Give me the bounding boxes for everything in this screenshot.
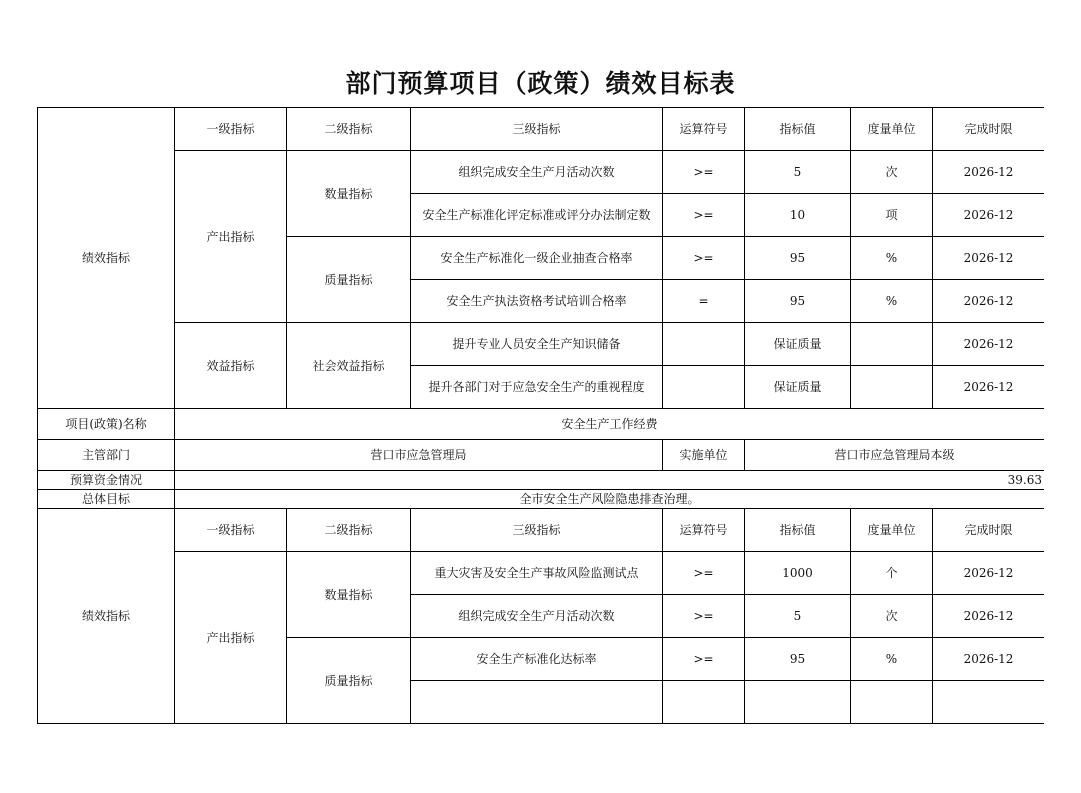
performance-table-container — [37, 107, 1044, 793]
header-value: 指标值 — [745, 108, 851, 151]
deadline-cell: 2026-12 — [933, 323, 1045, 366]
value-cell: 5 — [745, 595, 851, 638]
value-cell: 95 — [745, 280, 851, 323]
indicator-name: 安全生产标准化评定标准或评分办法制定数 — [411, 194, 663, 237]
indicator-name: 组织完成安全生产月活动次数 — [411, 595, 663, 638]
operator-cell: >= — [663, 151, 745, 194]
header-unit: 度量单位 — [851, 108, 933, 151]
unit-cell: % — [851, 280, 933, 323]
budget-row — [38, 471, 1045, 490]
performance-indicator-label: 绩效指标 — [38, 509, 175, 724]
header-level2: 二级指标 — [287, 108, 411, 151]
unit-cell: 项 — [851, 194, 933, 237]
indicator-name: 安全生产标准化一级企业抽查合格率 — [411, 237, 663, 280]
output-indicator-label: 产出指标 — [175, 552, 287, 724]
benefit-indicator-label: 效益指标 — [175, 323, 287, 409]
unit-cell: 个 — [851, 552, 933, 595]
deadline-cell: 2026-12 — [933, 280, 1045, 323]
overall-goal-label: 总体目标 — [38, 490, 175, 509]
quantity-indicator-label: 数量指标 — [287, 151, 411, 237]
operator-cell — [663, 366, 745, 409]
unit-cell — [851, 366, 933, 409]
operator-cell: = — [663, 280, 745, 323]
table-row — [38, 552, 1045, 595]
unit-cell — [851, 681, 933, 724]
value-cell: 95 — [745, 237, 851, 280]
quality-indicator-label: 质量指标 — [287, 237, 411, 323]
operator-cell — [663, 323, 745, 366]
deadline-cell: 2026-12 — [933, 237, 1045, 280]
header-operator: 运算符号 — [663, 108, 745, 151]
indicator-name: 提升各部门对于应急安全生产的重视程度 — [411, 366, 663, 409]
goal-row — [38, 490, 1045, 509]
unit-cell: 次 — [851, 151, 933, 194]
header-level2: 二级指标 — [287, 509, 411, 552]
deadline-cell: 2026-12 — [933, 151, 1045, 194]
indicator-name: 安全生产标准化达标率 — [411, 638, 663, 681]
value-cell: 5 — [745, 151, 851, 194]
value-cell: 1000 — [745, 552, 851, 595]
project-name-label: 项目(政策)名称 — [38, 409, 175, 440]
implementing-unit-value: 营口市应急管理局本级 — [745, 440, 1045, 471]
operator-cell: >= — [663, 595, 745, 638]
operator-cell — [663, 681, 745, 724]
header-row — [38, 108, 1045, 151]
table-row — [38, 151, 1045, 194]
unit-cell — [851, 323, 933, 366]
deadline-cell: 2026-12 — [933, 595, 1045, 638]
department-value: 营口市应急管理局 — [175, 440, 663, 471]
header-level1: 一级指标 — [175, 108, 287, 151]
header-value: 指标值 — [745, 509, 851, 552]
unit-cell: % — [851, 638, 933, 681]
header-deadline: 完成时限 — [933, 509, 1045, 552]
unit-cell: % — [851, 237, 933, 280]
output-indicator-label: 产出指标 — [175, 151, 287, 323]
deadline-cell — [933, 681, 1045, 724]
operator-cell: >= — [663, 638, 745, 681]
header-operator: 运算符号 — [663, 509, 745, 552]
table-row — [38, 323, 1045, 366]
deadline-cell: 2026-12 — [933, 638, 1045, 681]
project-name-row — [38, 409, 1045, 440]
quantity-indicator-label: 数量指标 — [287, 552, 411, 638]
page-title: 部门预算项目（政策）绩效目标表 — [345, 69, 736, 98]
indicator-name: 提升专业人员安全生产知识储备 — [411, 323, 663, 366]
quality-indicator-label: 质量指标 — [287, 638, 411, 724]
indicator-name — [411, 681, 663, 724]
header-unit: 度量单位 — [851, 509, 933, 552]
department-row — [38, 440, 1045, 471]
overall-goal-value: 全市安全生产风险隐患排查治理。 — [175, 490, 1045, 509]
budget-value: 39.63 — [175, 471, 1045, 490]
indicator-name: 重大灾害及安全生产事故风险监测试点 — [411, 552, 663, 595]
value-cell: 保证质量 — [745, 323, 851, 366]
value-cell: 保证质量 — [745, 366, 851, 409]
header-deadline: 完成时限 — [933, 108, 1045, 151]
value-cell: 95 — [745, 638, 851, 681]
performance-indicator-label: 绩效指标 — [38, 108, 175, 409]
deadline-cell: 2026-12 — [933, 552, 1045, 595]
indicator-name: 安全生产执法资格考试培训合格率 — [411, 280, 663, 323]
budget-label: 预算资金情况 — [38, 471, 175, 490]
indicator-name: 组织完成安全生产月活动次数 — [411, 151, 663, 194]
value-cell: 10 — [745, 194, 851, 237]
unit-cell: 次 — [851, 595, 933, 638]
operator-cell: >= — [663, 552, 745, 595]
header-level3: 三级指标 — [411, 108, 663, 151]
department-label: 主管部门 — [38, 440, 175, 471]
header-row — [38, 509, 1045, 552]
operator-cell: >= — [663, 237, 745, 280]
deadline-cell: 2026-12 — [933, 366, 1045, 409]
header-level3: 三级指标 — [411, 509, 663, 552]
value-cell — [745, 681, 851, 724]
implementing-unit-label: 实施单位 — [663, 440, 745, 471]
performance-target-table — [37, 107, 1044, 724]
project-name-value: 安全生产工作经费 — [175, 409, 1045, 440]
header-level1: 一级指标 — [175, 509, 287, 552]
operator-cell: >= — [663, 194, 745, 237]
social-benefit-indicator-label: 社会效益指标 — [287, 323, 411, 409]
deadline-cell: 2026-12 — [933, 194, 1045, 237]
